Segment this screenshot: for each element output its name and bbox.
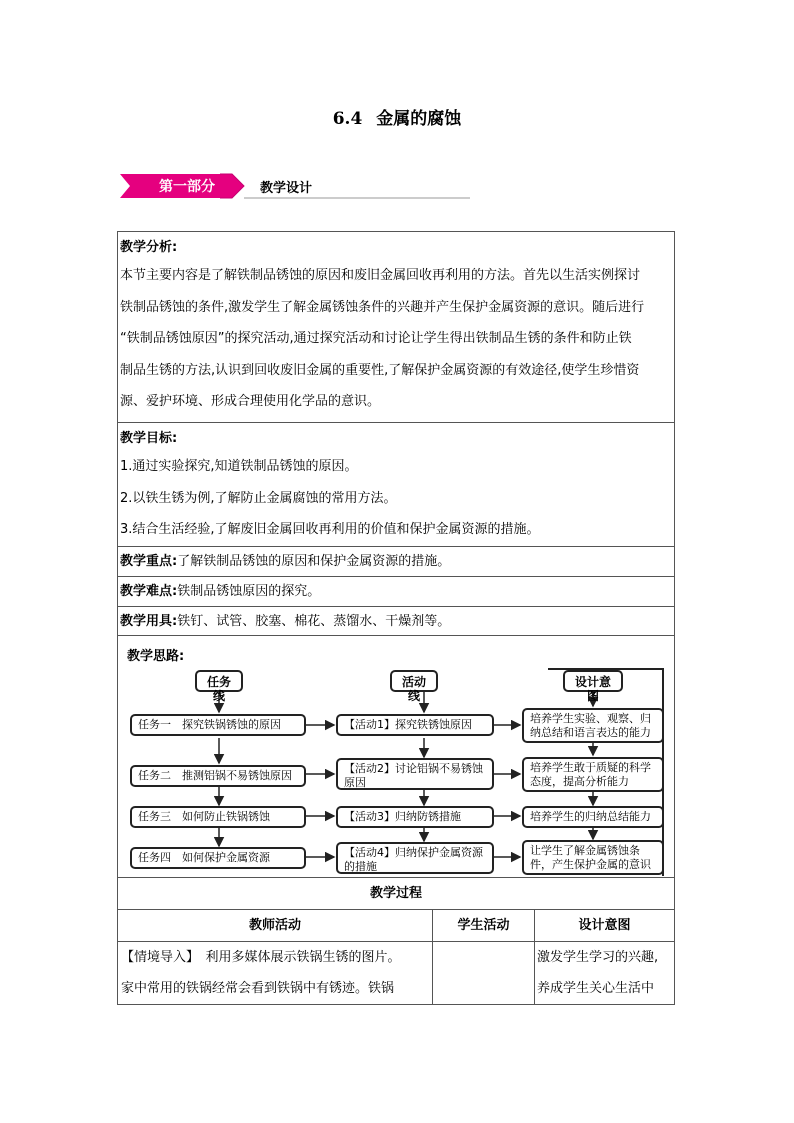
student-activity-cell: [433, 942, 535, 1004]
goals-label: 教学目标:: [120, 431, 178, 446]
flow-header-tasks: 任务线: [195, 670, 243, 692]
analysis-label: 教学分析:: [120, 240, 178, 255]
key-point-text: 了解铁制品锈蚀的原因和保护金属资源的措施。: [177, 554, 451, 569]
analysis-line: 制品生锈的方法,认识到回收废旧金属的重要性,了解保护金属资源的有效途径,使学生珍惜资: [120, 362, 640, 378]
section-banner: [120, 172, 470, 200]
goal-item: 3.结合生活经验,了解废旧金属回收再利用的价值和保护金属资源的措施。: [120, 522, 540, 537]
flow-label: 教学思路:: [127, 649, 185, 664]
tools-cell: [117, 606, 675, 635]
activity-box: 【活动2】讨论铝锅不易锈蚀原因: [336, 758, 494, 790]
difficulty-label: 教学难点:: [120, 584, 178, 599]
teaching-flow-cell: [117, 635, 675, 877]
process-table: [117, 877, 675, 1005]
intent-line: 激发学生学习的兴趣,: [537, 950, 659, 965]
intent-box: 让学生了解金属锈蚀条件，产生保护金属的意识: [522, 840, 664, 875]
key-point-cell: [117, 546, 675, 576]
difficulty-cell: [117, 576, 675, 606]
task-box: 任务一 探究铁锅锈蚀的原因: [130, 714, 306, 736]
teacher-activity-cell: [118, 942, 433, 1004]
title-text: 金属的腐蚀: [376, 109, 462, 129]
goal-item: 2.以铁生锈为例,了解防止金属腐蚀的常用方法。: [120, 490, 397, 506]
activity-box: 【活动4】归纳保护金属资源的措施: [336, 842, 494, 874]
goals-cell: [117, 422, 675, 546]
intent-box: 培养学生的归纳总结能力: [522, 806, 664, 828]
col-intent: 设计意图: [578, 918, 631, 933]
flow-header-intents: 设计意图: [563, 670, 623, 692]
tools-label: 教学用具:: [120, 614, 178, 629]
col-teacher: 教师活动: [118, 910, 433, 941]
analysis-line: 铁制品锈蚀的条件,激发学生了解金属锈蚀条件的兴趣并产生保护金属资源的意识。随后进行: [120, 299, 645, 315]
col-student: 学生活动: [433, 910, 535, 941]
section-label: 教学设计: [260, 181, 313, 196]
difficulty-text: 铁制品锈蚀原因的探究。: [177, 584, 321, 599]
intent-box: 培养学生实验、观察、归纳总结和语言表达的能力: [522, 708, 664, 743]
goal-item: 1.通过实验探究,知道铁制品锈蚀的原因。: [120, 459, 358, 474]
key-point-label: 教学重点:: [120, 554, 178, 569]
teacher-line: 家中常用的铁锅经常会看到铁锅中有锈迹。铁锅: [121, 981, 395, 996]
analysis-line: 本节主要内容是了解铁制品锈蚀的原因和废旧金属回收再利用的方法。首先以生活实例探讨: [120, 268, 641, 283]
section-number: 6.4: [332, 109, 363, 129]
section-tag: 第一部分: [159, 179, 215, 195]
intent-line: 养成学生关心生活中: [537, 981, 655, 996]
intent-box: 培养学生敢于质疑的科学态度，提高分析能力: [522, 757, 664, 792]
activity-box: 【活动3】归纳防锈措施: [336, 806, 494, 828]
process-title: 教学过程: [118, 878, 674, 910]
analysis-line: “铁制品锈蚀原因”的探究活动,通过探究活动和讨论让学生得出铁制品生锈的条件和防止铁: [120, 331, 632, 346]
document-title: [0, 104, 794, 129]
tools-text: 铁钉、试管、胶塞、棉花、蒸馏水、干燥剂等。: [177, 614, 451, 629]
task-box: 任务三 如何防止铁锅锈蚀: [130, 806, 306, 828]
teacher-line: 【情境导入】 利用多媒体展示铁锅生锈的图片。: [121, 950, 401, 965]
flow-header-activities: 活动线: [390, 670, 438, 692]
task-box: 任务二 推测铝锅不易锈蚀原因: [130, 765, 306, 787]
task-box: 任务四 如何保护金属资源: [130, 847, 306, 869]
intent-cell: [535, 942, 674, 1004]
process-row: [118, 942, 674, 1004]
process-columns: [118, 910, 674, 942]
analysis-line: 源、爱护环境、形成合理使用化学品的意识。: [120, 394, 381, 409]
analysis-cell: [117, 231, 675, 422]
activity-box: 【活动1】探究铁锈蚀原因: [336, 714, 494, 736]
